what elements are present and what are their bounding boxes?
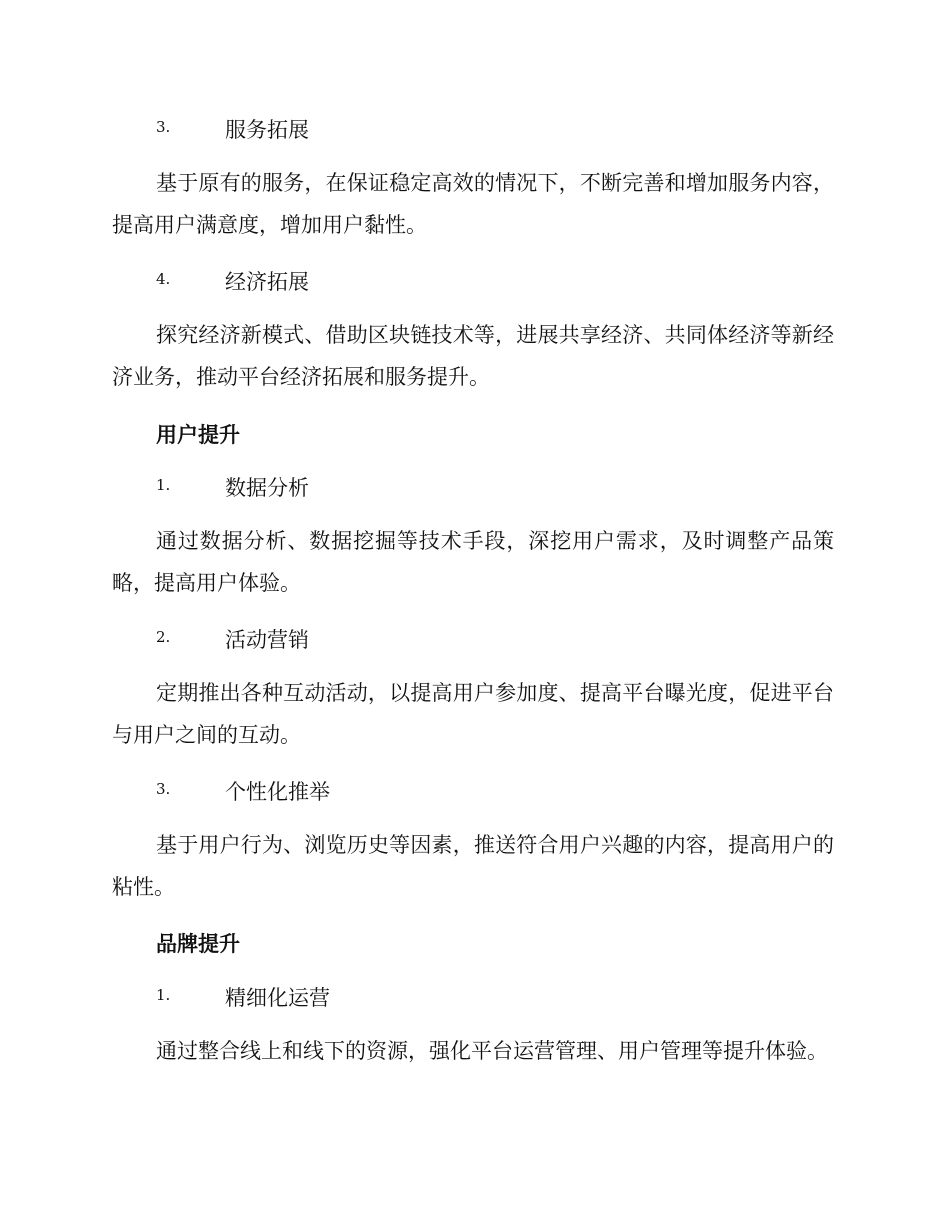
paragraph-activity-marketing: 定期推出各种互动活动，以提高用户参加度、提高平台曝光度，促进平台与用户之间的互动。 [112, 681, 834, 747]
item-number: 3. [156, 118, 171, 136]
numbered-item-data-analysis [156, 472, 856, 502]
item-number: 3. [156, 780, 171, 798]
paragraph-personalized-recommendation: 基于用户行为、浏览历史等因素，推送符合用户兴趣的内容，提高用户的粘性。 [112, 833, 834, 899]
item-number: 1. [156, 986, 171, 1004]
numbered-item-activity-marketing [156, 624, 856, 654]
item-title: 精细化运营 [225, 986, 330, 1010]
item-title: 个性化推举 [225, 780, 330, 804]
numbered-item-economy-expansion [156, 266, 856, 296]
paragraph-economy-expansion: 探究经济新模式、借助区块链技术等，进展共享经济、共同体经济等新经济业务，推动平台经济拓展和服务提升。 [112, 323, 834, 389]
numbered-item-refined-operations [156, 982, 856, 1012]
numbered-item-service-expansion [156, 114, 856, 144]
paragraph-service-expansion: 基于原有的服务，在保证稳定高效的情况下，不断完善和增加服务内容，提高用户满意度，增加用户黏性。 [112, 171, 834, 237]
section-heading-user-improvement: 用户提升 [156, 423, 240, 447]
item-number: 1. [156, 476, 171, 494]
item-title: 服务拓展 [225, 118, 309, 142]
paragraph-data-analysis: 通过数据分析、数据挖掘等技术手段，深挖用户需求，及时调整产品策略，提高用户体验。 [112, 529, 834, 595]
numbered-item-personalized-recommendation [156, 776, 856, 806]
item-title: 活动营销 [225, 628, 309, 652]
paragraph-refined-operations: 通过整合线上和线下的资源，强化平台运营管理、用户管理等提升体验。 [156, 1039, 828, 1063]
item-number: 4. [156, 270, 171, 288]
item-title: 数据分析 [225, 476, 309, 500]
item-title: 经济拓展 [225, 270, 309, 294]
item-number: 2. [156, 628, 171, 646]
section-heading-brand-improvement: 品牌提升 [156, 932, 240, 956]
